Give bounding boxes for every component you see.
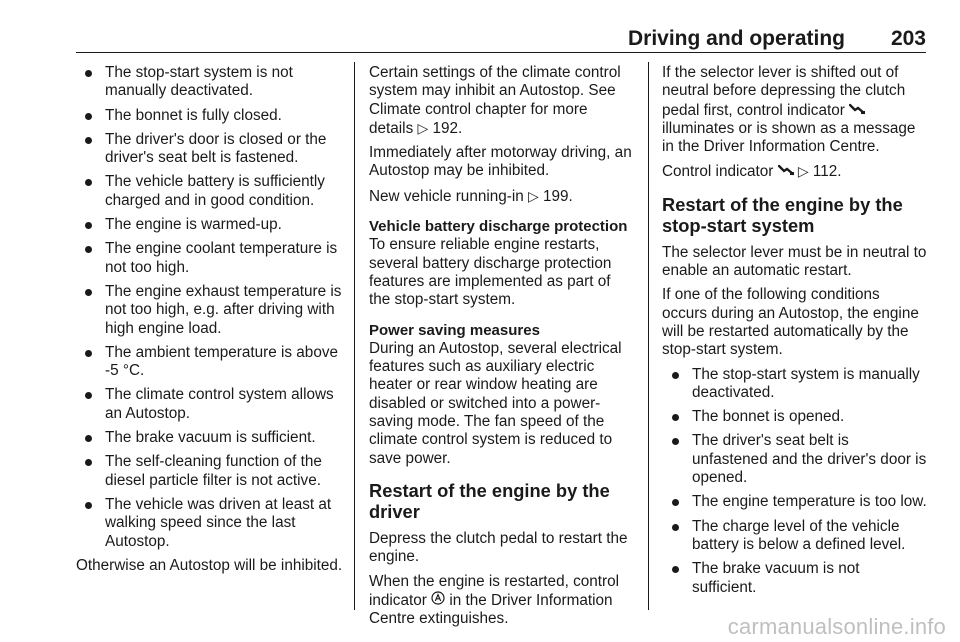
- column-3: [662, 64, 927, 603]
- autostop-indicator-icon: [431, 591, 445, 609]
- list-item: The engine exhaust temperature is not too high, e.g. after driving with high engine load.: [76, 283, 346, 338]
- page-reference[interactable]: 192.: [432, 119, 463, 137]
- paragraph-text: When the engine is restarted, control indicator: [369, 572, 619, 609]
- paragraph-text: If the selector lever is shifted out of neutral before depressing the clutch pedal first, control indicator: [662, 64, 906, 119]
- subheading-power-saving: Power saving measures: [369, 321, 540, 339]
- paragraph: To ensure reliable engine restarts, several battery discharge protection features are implemented as part of the stop-start system.: [369, 236, 612, 309]
- page-reference-arrow-icon: ▷: [417, 119, 429, 136]
- list-item: The vehicle was driven at least at walking speed since the last Autostop.: [76, 496, 346, 551]
- watermark: carmanualsonline.info: [727, 614, 946, 639]
- list-item: The vehicle battery is sufficiently charged and in good condition.: [76, 173, 346, 210]
- paragraph: The selector lever must be in neutral to enable an automatic restart.: [662, 243, 927, 280]
- page-header: [0, 0, 960, 52]
- paragraph: Immediately after motorway driving, an Autostop may be inhibited.: [369, 144, 632, 180]
- autostop-conditions-list: [76, 64, 346, 551]
- paragraph: [369, 573, 634, 629]
- page-number: 203: [890, 27, 926, 50]
- page-reference[interactable]: 112.: [812, 163, 842, 181]
- list-item: The stop-start system is not manually deactivated.: [76, 64, 346, 101]
- restart-conditions-list: [662, 366, 927, 597]
- paragraph: [369, 64, 634, 138]
- list-item: The climate control system allows an Autostop.: [76, 386, 346, 423]
- paragraph-text: New vehicle running-in: [369, 187, 524, 205]
- list-item: The engine is warmed-up.: [76, 216, 346, 234]
- paragraph: [662, 162, 927, 181]
- section-heading-driver-restart: Restart of the engine by the driver: [369, 479, 610, 522]
- section-heading-system-restart: Restart of the engine by the stop-start system: [662, 193, 903, 236]
- subheading-battery-protection: Vehicle battery discharge protection: [369, 218, 628, 236]
- paragraph: Depress the clutch pedal to restart the engine.: [369, 529, 628, 566]
- list-item: The brake vacuum is not sufficient.: [662, 560, 927, 597]
- paragraph-text: in the Driver Information Centre extinguishes.: [369, 591, 613, 628]
- page-reference-arrow-icon: ▷: [528, 187, 539, 204]
- chapter-title: Driving and operating: [627, 27, 845, 50]
- paragraph-text: Control indicator: [662, 163, 774, 181]
- list-item: The self-cleaning function of the diesel particle filter is not active.: [76, 453, 346, 490]
- column-divider-2: [648, 62, 649, 610]
- list-item: The bonnet is opened.: [662, 408, 927, 426]
- paragraph-text: illuminates or is shown as a message in the Driver Information Centre.: [662, 119, 916, 156]
- paragraph-text: Certain settings of the climate control system may inhibit an Autostop. See Climate control chapter for more details: [369, 64, 621, 137]
- list-item: The engine coolant temperature is not too high.: [76, 240, 346, 277]
- paragraph: [369, 187, 634, 206]
- page-reference[interactable]: 199.: [543, 187, 573, 205]
- list-item: The charge level of the vehicle battery is below a defined level.: [662, 518, 927, 555]
- column-2: [369, 64, 634, 634]
- clutch-pedal-indicator-icon: [778, 162, 794, 180]
- column-divider-1: [354, 62, 355, 610]
- paragraph: During an Autostop, several electrical features such as auxiliary electric heater or rear window heating are disabled or switched into a power-saving mode. The fan speed of the climate control system is reduced to save power.: [369, 339, 622, 467]
- list-item: The driver's seat belt is unfastened and the driver's door is opened.: [662, 432, 927, 487]
- header-rule: [76, 52, 926, 53]
- list-item: The ambient temperature is above -5 °C.: [76, 344, 346, 381]
- list-item: The bonnet is fully closed.: [76, 107, 346, 125]
- list-item: The engine temperature is too low.: [662, 493, 927, 511]
- list-item: The driver's door is closed or the driver's seat belt is fastened.: [76, 131, 346, 168]
- paragraph: If one of the following conditions occurs during an Autostop, the engine will be restarted automatically by the stop-start system.: [662, 286, 919, 359]
- column-1: [76, 64, 346, 581]
- clutch-pedal-indicator-icon: [849, 101, 865, 119]
- list-item: The stop-start system is manually deactivated.: [662, 366, 927, 403]
- paragraph: [662, 64, 927, 156]
- closing-paragraph: Otherwise an Autostop will be inhibited.: [76, 556, 343, 574]
- page-reference-arrow-icon: ▷: [797, 163, 809, 180]
- list-item: The brake vacuum is sufficient.: [76, 429, 346, 447]
